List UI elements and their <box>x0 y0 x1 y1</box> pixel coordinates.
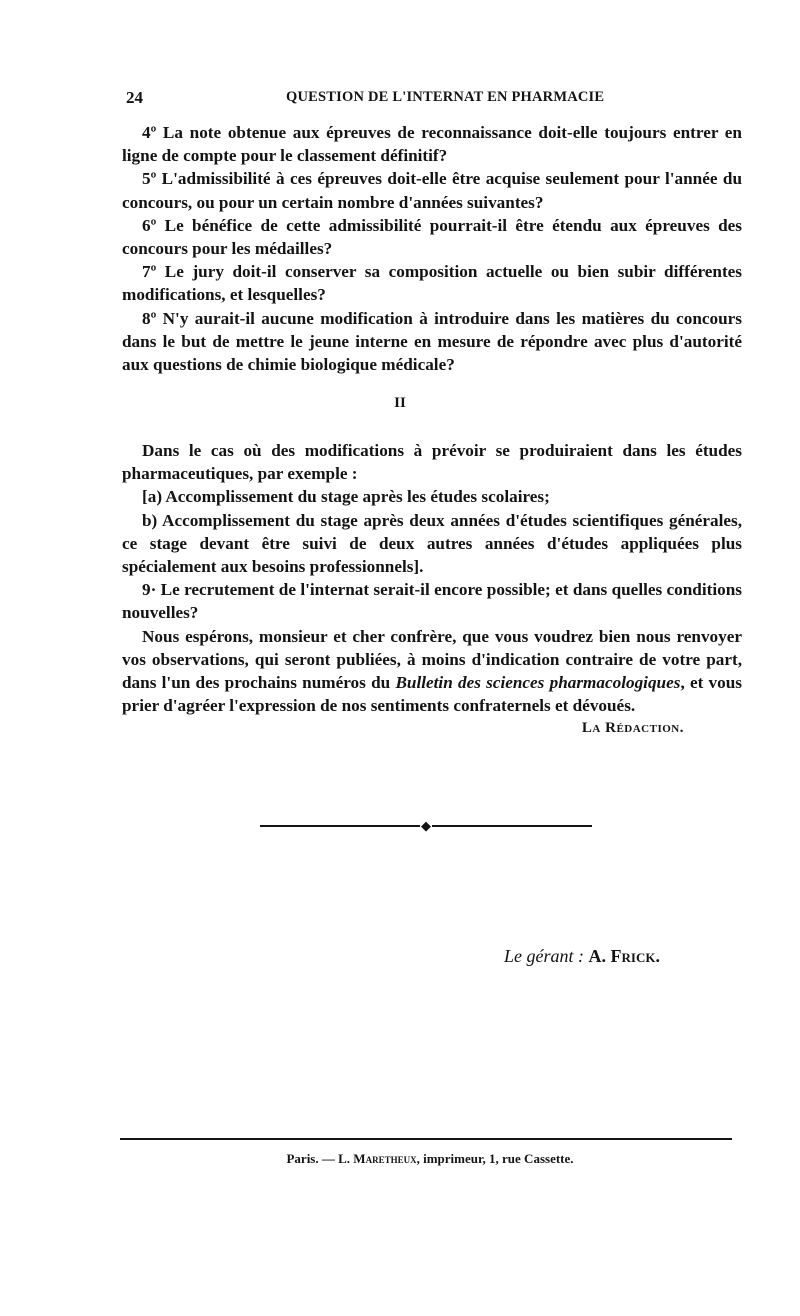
section-numeral: II <box>394 395 406 411</box>
diamond-icon: ◆ <box>421 818 431 833</box>
question-list-section-1 <box>122 121 742 376</box>
question-8: 8º N'y aurait-il aucune modification à introduire dans les matières du concours dans le but de mettre le jeune interne en mesure de répondre avec plus d'autorité aux questions de chimie biologique médicale? <box>122 308 742 375</box>
printer-name: Maretheux <box>353 1151 417 1166</box>
closing-text-end: , et vous prier d'agréer l'expression de nos sentiments confraternels et dévoués. <box>122 673 742 716</box>
question-5: 5º L'admissibilité à ces épreuves doit-elle être acquise seulement pour l'année du concours, ou pour un certain nombre d'années suivantes? <box>122 169 742 212</box>
divider-line-left <box>260 825 420 827</box>
journal-title: Bulletin des sciences pharmacologiques <box>395 673 681 693</box>
running-title: QUESTION DE L'INTERNAT EN PHARMACIE <box>286 89 605 105</box>
question-7: 7º Le jury doit-il conserver sa composition actuelle ou bien subir différentes modifications, et lesquelles? <box>122 262 742 305</box>
closing-text-start: Nous espérons, monsieur et cher confrère, que vous voudrez bien nous renvoyer vos observations, qui seront publiées, à moins d'indication contraire de votre part, dans l'un des prochains numéros du <box>122 626 742 693</box>
question-6: 6º Le bénéfice de cette admissibilité pourrait-il être étendu aux épreuves des concours pour les médailles? <box>122 215 742 259</box>
question-4: 4º La note obtenue aux épreuves de reconnaissance doit-elle toujours entrer en ligne de compte pour le classement définitif? <box>122 123 742 166</box>
imprint-end: , imprimeur, 1, rue Cassette. <box>416 1151 574 1166</box>
page-header <box>126 88 734 112</box>
item-a: [a) Accomplissement du stage après les études scolaires; <box>142 487 550 507</box>
item-b: b) Accomplissement du stage après deux années d'études scientifiques générales, ce stage devant être suivi de deux autres années d'études appliquées plus spécialement aux besoins professionnels]. <box>122 510 742 577</box>
imprint-start: Paris. — L. <box>286 1151 354 1166</box>
page-number: 24 <box>126 88 143 107</box>
manager-name: A. Frick. <box>588 946 660 966</box>
section-divider-ornament <box>260 818 592 834</box>
manager-label: Le gérant : <box>504 946 585 966</box>
printer-imprint <box>0 1151 800 1167</box>
question-9: 9· Le recrutement de l'internat serait-il encore possible; et dans quelles conditions nouvelles? <box>122 580 742 623</box>
section-intro: Dans le cas où des modifications à prévoir se produiraient dans les études pharmaceutiques, par exemple : <box>122 441 742 484</box>
question-list-section-2 <box>122 439 742 717</box>
footer-rule <box>120 1138 732 1140</box>
closing-paragraph <box>122 625 742 718</box>
editorial-signature: La Rédaction. <box>581 720 684 736</box>
divider-line-right <box>432 825 592 827</box>
manager-line <box>504 946 660 967</box>
